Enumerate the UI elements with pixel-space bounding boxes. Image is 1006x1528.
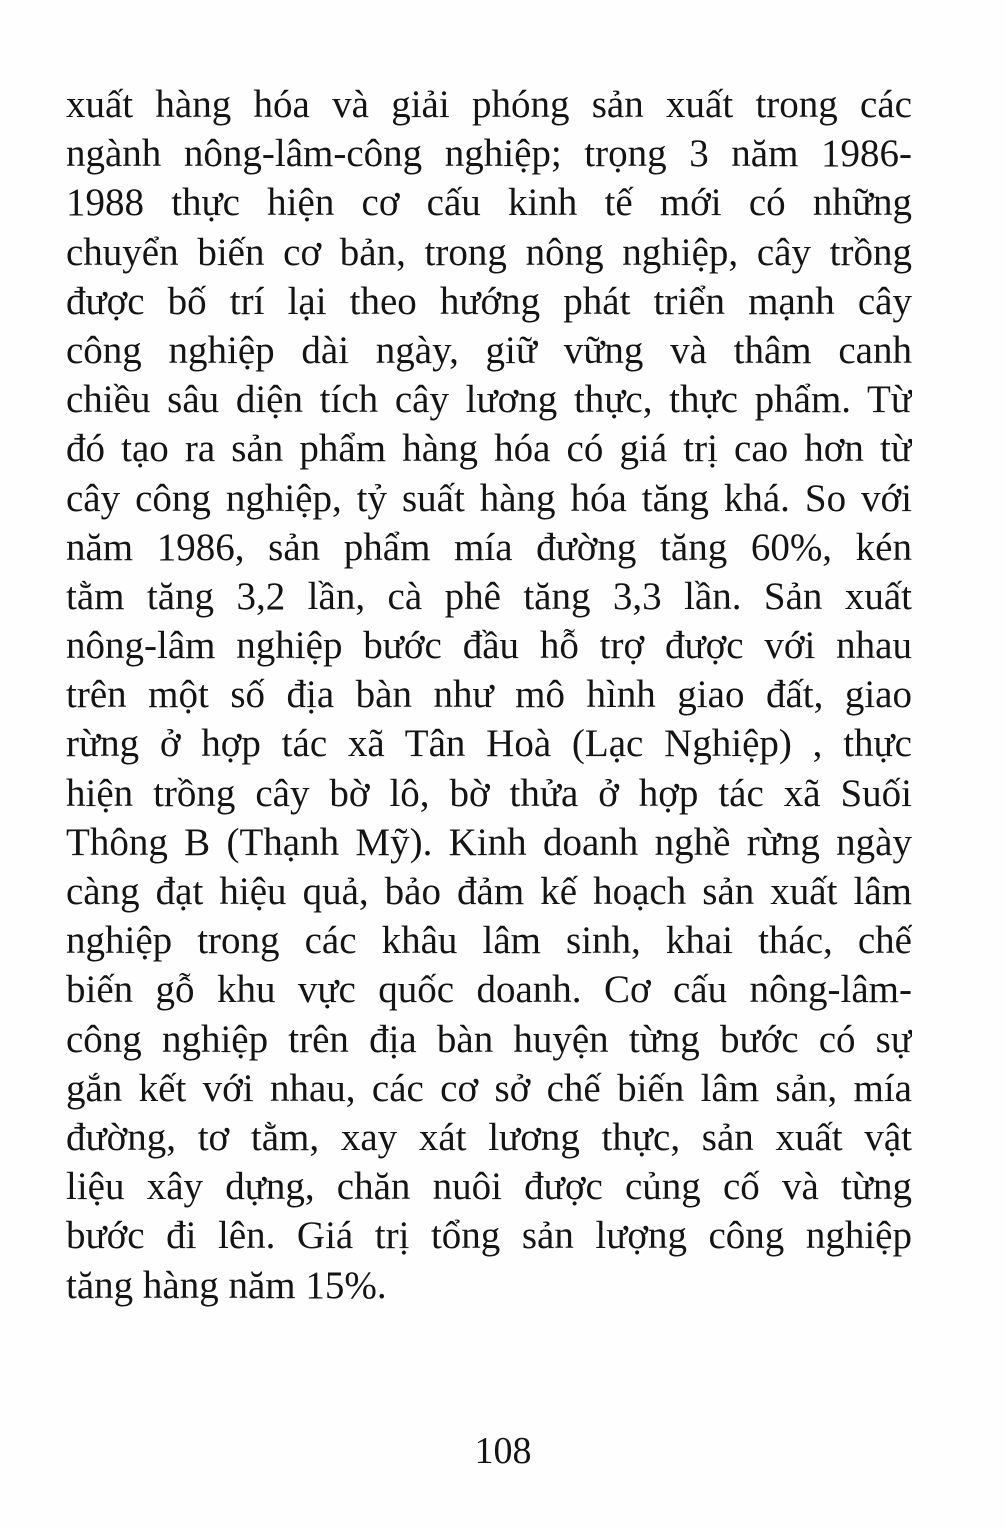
text-line: ngành nông-lâm-công nghiệp; trọng 3 năm 1986-: [66, 132, 912, 176]
text-line: trên một số địa bàn như mô hình giao đất, giao: [66, 673, 912, 717]
text-line: công nghiệp trên địa bàn huyện từng bước có sự: [66, 1017, 912, 1061]
text-line-last: tăng hàng năm 15%.: [66, 1263, 387, 1307]
text-line: nông-lâm nghiệp bước đầu hỗ trợ được với nhau: [66, 624, 912, 668]
text-line: công nghiệp dài ngày, giữ vững và thâm canh: [66, 328, 912, 372]
text-line: đường, tơ tằm, xay xát lương thực, sản xuất vật: [66, 1115, 912, 1159]
text-line: Thông B (Thạnh Mỹ). Kinh doanh nghề rừng ngày: [66, 820, 912, 864]
text-line: nghiệp trong các khâu lâm sinh, khai thác, chế: [66, 919, 912, 963]
text-line: chiều sâu diện tích cây lương thực, thực phẩm. Từ: [66, 378, 912, 422]
text-line: liệu xây dựng, chăn nuôi được củng cố và từng: [66, 1165, 912, 1209]
text-line: hiện trồng cây bờ lô, bờ thửa ở hợp tác xã Suối: [66, 771, 912, 815]
text-line: năm 1986, sản phẩm mía đường tăng 60%, kén: [66, 525, 912, 569]
text-line: biến gỗ khu vực quốc doanh. Cơ cấu nông-lâm-: [66, 968, 912, 1012]
body-paragraph: [66, 80, 912, 1310]
text-line: cây công nghiệp, tỷ suất hàng hóa tăng khá. So với: [66, 476, 912, 520]
text-line: xuất hàng hóa và giải phóng sản xuất trong các: [66, 83, 912, 126]
text-line: 1988 thực hiện cơ cấu kinh tế mới có những: [66, 181, 912, 225]
text-line: bước đi lên. Giá trị tổng sản lượng công nghiệp: [66, 1214, 912, 1258]
text-line: đó tạo ra sản phẩm hàng hóa có giá trị cao hơn từ: [66, 427, 912, 471]
text-line: rừng ở hợp tác xã Tân Hoà (Lạc Nghiệp) , thực: [66, 722, 912, 766]
text-line: tằm tăng 3,2 lần, cà phê tăng 3,3 lần. Sản xuất: [66, 574, 912, 618]
text-line: chuyển biến cơ bản, trong nông nghiệp, cây trồng: [66, 230, 912, 274]
page-number: 108: [474, 1430, 532, 1472]
text-line: càng đạt hiệu quả, bảo đảm kế hoạch sản xuất lâm: [66, 870, 912, 913]
text-line: được bố trí lại theo hướng phát triển mạnh cây: [66, 279, 912, 323]
text-line: gắn kết với nhau, các cơ sở chế biến lâm sản, mía: [66, 1066, 912, 1110]
